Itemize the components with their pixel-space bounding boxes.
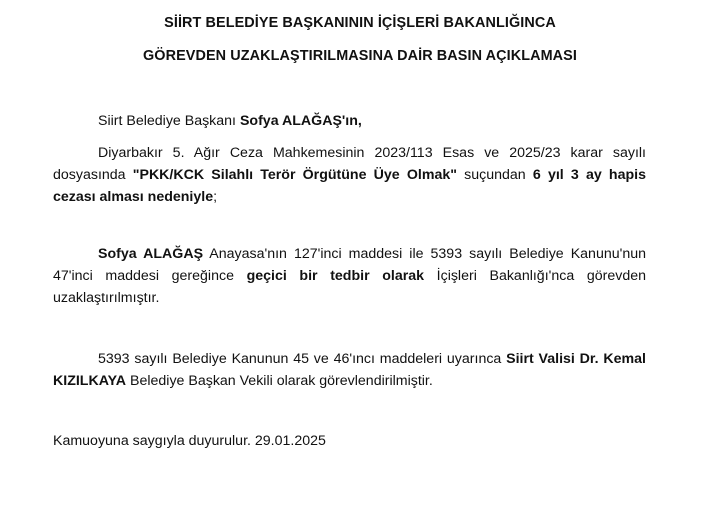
governor-name: Siirt Valisi Dr. Kemal KIZILKAYA [53, 351, 646, 389]
sentence-text: 6 yıl 3 ay hapis cezası alması nedeniyle [53, 167, 646, 205]
greeting-prefix: Siirt Belediye Başkanı [98, 113, 240, 129]
temporary-measure-text: geçici bir tedbir olarak [246, 268, 425, 284]
legal-basis-text: Anayasa'nın 127'inci maddesi ile 5393 sayılı Belediye Kanunu'nun 47'inci maddesi gereğince [53, 246, 647, 284]
appointment-result-text: Belediye Başkan Vekili olarak görevlendirilmiştir. [126, 373, 433, 389]
court-decision-paragraph [53, 142, 646, 208]
title-line-2: GÖREVDEN UZAKLAŞTIRILMASINA DAİR BASIN AÇIKLAMASI [143, 48, 577, 64]
greeting-paragraph [53, 110, 646, 132]
charge-connector: suçundan [456, 167, 533, 183]
charge-text: "PKK/KCK Silahlı Terör Örgütüne Üye Olmak" [132, 167, 457, 183]
suspension-result-text: İçişleri Bakanlığı'nca görevden uzaklaştırılmıştır. [53, 268, 646, 306]
closing-statement: Kamuoyuna saygıyla duyurulur. 29.01.2025 [53, 433, 326, 449]
semicolon: ; [213, 189, 218, 205]
suspension-paragraph [53, 243, 646, 309]
court-text: Diyarbakır 5. Ağır Ceza Mahkemesinin 2023/113 Esas ve 2025/23 karar sayılı dosyasında [53, 145, 646, 183]
appointment-legal-text: 5393 sayılı Belediye Kanunun 45 ve 46'ıncı maddeleri uyarınca [98, 351, 507, 367]
appointment-paragraph [53, 348, 646, 392]
mayor-name: Sofya ALAĞAŞ'ın, [239, 113, 362, 129]
title-line-1: SİİRT BELEDİYE BAŞKANININ İÇİŞLERİ BAKANLIĞINCA [164, 15, 556, 31]
suspended-mayor-name: Sofya ALAĞAŞ [98, 246, 204, 262]
